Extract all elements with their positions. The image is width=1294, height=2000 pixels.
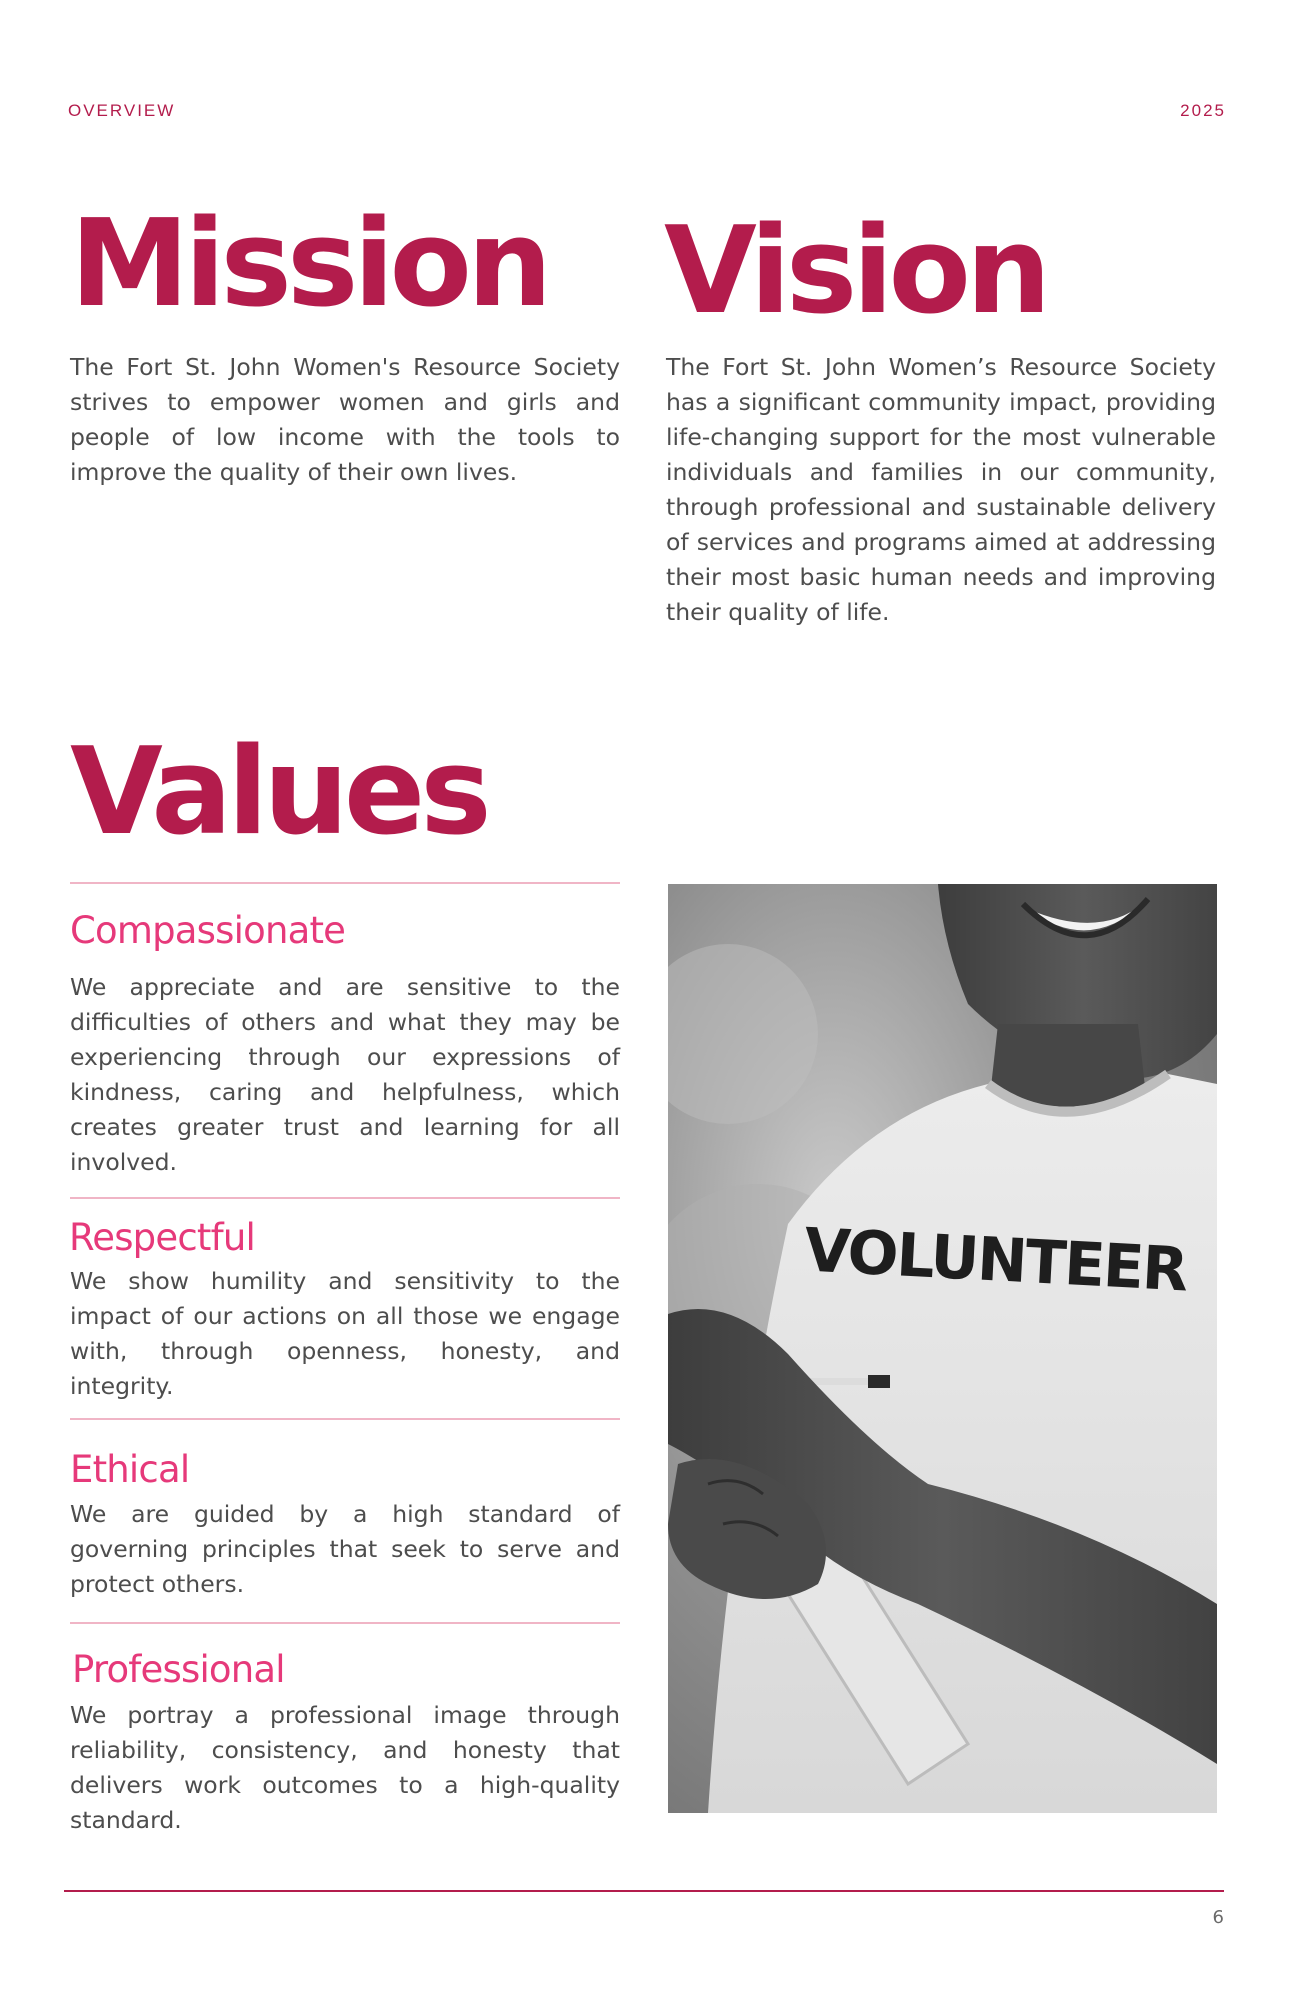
value-text-ethical: We are guided by a high standard of governing principles that seek to serve and protect others. (70, 1500, 620, 1598)
value-text-professional: We portray a professional image through reliability, consistency, and honesty that delivers work outcomes to a high-quality standard. (70, 1701, 620, 1834)
page-number: 6 (1212, 1907, 1224, 1928)
mission-text: The Fort St. John Women's Resource Society strives to empower women and girls and people of low income with the tools to improve the quality of their own lives. (70, 353, 620, 486)
section-label: OVERVIEW (68, 101, 176, 120)
divider (70, 1622, 620, 1624)
divider (70, 1197, 620, 1199)
vision-text: The Fort St. John Women’s Resource Society has a significant community impact, providing life-changing support for the most vulnerable individuals and families in our community, through professional and sustainable delivery of services and programs aimed at addressing their most basic human needs and improving their quality of life. (666, 353, 1216, 626)
footer-rule (64, 1890, 1224, 1892)
value-text-respectful: We show humility and sensitivity to the impact of our actions on all those we engage with, through openness, honesty, and integrity. (70, 1267, 620, 1400)
mission-title: Mission (70, 195, 548, 334)
divider (70, 1418, 620, 1420)
divider (70, 882, 620, 884)
value-heading-ethical: Ethical (70, 1448, 190, 1491)
shirt-print: VOLUNTEER (802, 1215, 1189, 1306)
values-title: Values (70, 723, 487, 862)
value-heading-respectful: Respectful (69, 1216, 255, 1259)
value-heading-compassionate: Compassionate (70, 909, 346, 952)
year-label: 2025 (1180, 101, 1226, 120)
volunteer-photo (668, 884, 1217, 1813)
value-heading-professional: Professional (72, 1648, 285, 1691)
vision-title: Vision (664, 202, 1047, 341)
value-text-compassionate: We appreciate and are sensitive to the difficulties of others and what they may be experiencing through our expressions of kindness, caring and helpfulness, which creates greater trust and learning for all involved. (70, 973, 620, 1176)
